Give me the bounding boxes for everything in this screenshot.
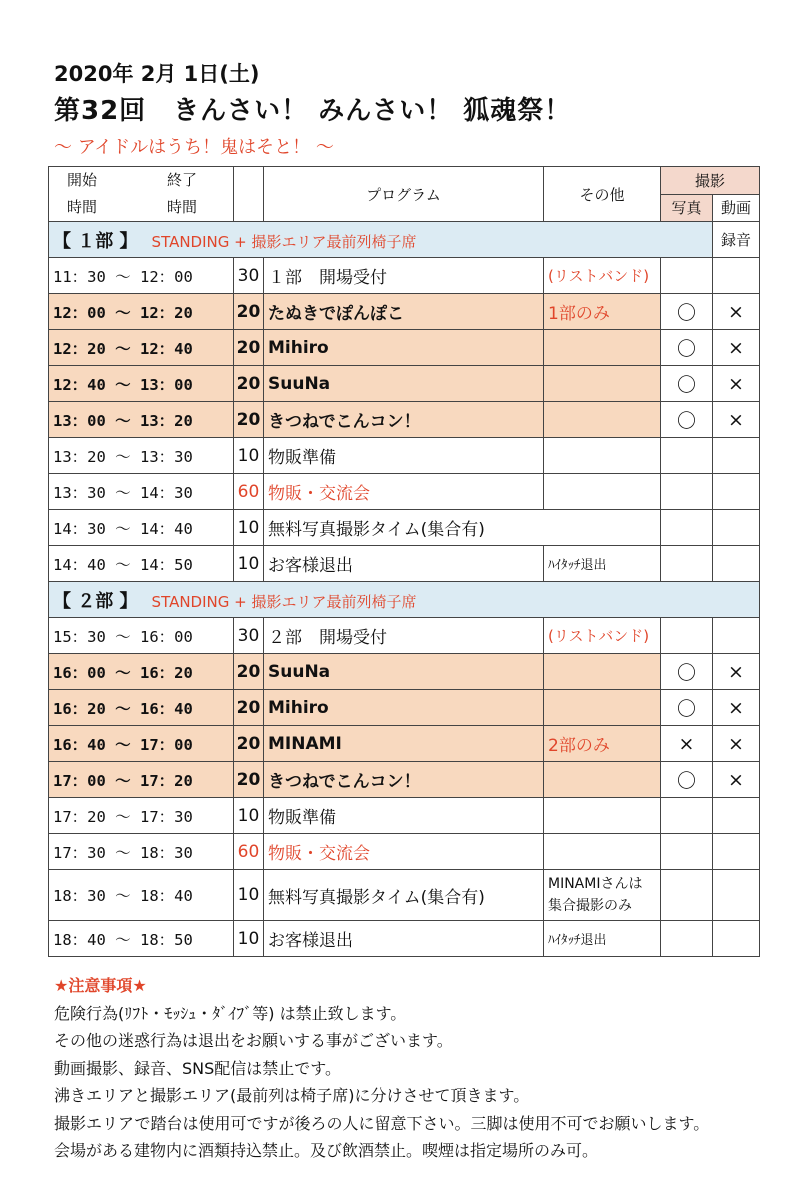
row-program: きつねでこんコン！ xyxy=(264,402,544,438)
table-row xyxy=(49,546,760,582)
row-program: Mihiro xyxy=(264,690,544,726)
row-video xyxy=(713,474,760,510)
row-time: 13：00 ～ 13：20 xyxy=(49,402,234,438)
section-2-label xyxy=(49,582,760,618)
section-1-title: 【 １部 】 xyxy=(53,230,138,252)
row-time: 11：30 ～ 12：00 xyxy=(49,258,234,294)
table-row xyxy=(49,654,760,690)
row-photo xyxy=(661,258,713,294)
row-program: 無料写真撮影タイム(集合有) xyxy=(264,870,544,921)
table-row xyxy=(49,510,760,546)
section-1-header xyxy=(49,222,760,258)
row-time: 17：00 ～ 17：20 xyxy=(49,762,234,798)
row-duration: 30 xyxy=(234,618,264,654)
table-row xyxy=(49,366,760,402)
row-video xyxy=(713,870,760,921)
end-header: 終了 xyxy=(167,171,198,189)
photo-group-header: 撮影 xyxy=(661,167,760,195)
row-program: ２部 開場受付 xyxy=(264,618,544,654)
row-video: × xyxy=(713,762,760,798)
table-row xyxy=(49,330,760,366)
row-duration: 10 xyxy=(234,798,264,834)
table-row xyxy=(49,921,760,957)
row-duration: 10 xyxy=(234,510,264,546)
row-photo: 〇 xyxy=(661,330,713,366)
end-header-2: 時間 xyxy=(167,198,198,216)
row-photo xyxy=(661,474,713,510)
row-photo xyxy=(661,438,713,474)
row-video: × xyxy=(713,294,760,330)
note-line: 動画撮影、録音、SNS配信は禁止です。 xyxy=(54,1058,342,1078)
row-photo xyxy=(661,921,713,957)
row-other xyxy=(544,690,661,726)
table-row xyxy=(49,618,760,654)
row-time: 13：30 ～ 14：30 xyxy=(49,474,234,510)
row-program: たぬきでぽんぽこ xyxy=(264,294,544,330)
row-time: 12：00 ～ 12：20 xyxy=(49,294,234,330)
note-line: 沸きエリアと撮影エリア(最前列は椅子席)に分けさせて頂きます。 xyxy=(54,1086,530,1105)
row-photo xyxy=(661,834,713,870)
row-duration: 20 xyxy=(234,654,264,690)
row-other: ﾊｲﾀｯﾁ退出 xyxy=(544,546,661,582)
row-duration: 60 xyxy=(234,834,264,870)
row-time: 16：40 ～ 17：00 xyxy=(49,726,234,762)
note-line: 危険行為(ﾘﾌﾄ・ﾓｯｼｭ・ﾀﾞｲﾌﾞ等) は禁止致します。 xyxy=(54,1003,407,1023)
photo-column-header: 写真 xyxy=(661,194,713,222)
row-video: × xyxy=(713,654,760,690)
row-duration: 20 xyxy=(234,726,264,762)
row-video xyxy=(713,921,760,957)
row-time: 17：30 ～ 18：30 xyxy=(49,834,234,870)
table-row xyxy=(49,834,760,870)
row-program: MINAMI xyxy=(264,726,544,762)
row-duration: 20 xyxy=(234,366,264,402)
event-title: 第32回 きんさい！ みんさい！ 狐魂祭！ xyxy=(54,96,572,126)
section-2-title: 【 ２部 】 xyxy=(53,590,138,612)
row-duration: 20 xyxy=(234,330,264,366)
section-1-note: STANDING + 撮影エリア最前列椅子席 xyxy=(151,232,417,251)
row-time: 14：30 ～ 14：40 xyxy=(49,510,234,546)
table-row xyxy=(49,798,760,834)
row-other xyxy=(544,654,661,690)
row-photo: × xyxy=(661,726,713,762)
row-photo: 〇 xyxy=(661,402,713,438)
row-photo: 〇 xyxy=(661,690,713,726)
row-program: 物販・交流会 xyxy=(264,834,544,870)
row-other: (リストバンド) xyxy=(544,258,661,294)
row-program: SuuNa xyxy=(264,366,544,402)
row-program: １部 開場受付 xyxy=(264,258,544,294)
notes-section xyxy=(54,972,709,1165)
row-other xyxy=(544,402,661,438)
table-row xyxy=(49,762,760,798)
row-duration: 20 xyxy=(234,690,264,726)
event-subtitle: ～ アイドルはうち！鬼はそと！ ～ xyxy=(54,137,334,158)
row-other xyxy=(544,366,661,402)
row-time: 16：00 ～ 16：20 xyxy=(49,654,234,690)
row-video: × xyxy=(713,330,760,366)
row-other xyxy=(544,330,661,366)
row-duration: 30 xyxy=(234,258,264,294)
row-program: きつねでこんコン！ xyxy=(264,762,544,798)
duration-column-header xyxy=(234,167,264,222)
row-other xyxy=(544,834,661,870)
row-other: 1部のみ xyxy=(544,294,661,330)
row-photo: 〇 xyxy=(661,294,713,330)
row-video xyxy=(713,438,760,474)
row-program: 無料写真撮影タイム(集合有) xyxy=(264,510,661,546)
row-video xyxy=(713,510,760,546)
row-video: × xyxy=(713,726,760,762)
note-line: 撮影エリアで踏台は使用可ですが後ろの人に留意下さい。三脚は使用不可でお願いします。 xyxy=(54,1113,710,1133)
row-duration: 10 xyxy=(234,921,264,957)
start-header: 開始 xyxy=(67,171,98,189)
row-program: お客様退出 xyxy=(264,921,544,957)
row-other xyxy=(544,798,661,834)
row-video: × xyxy=(713,402,760,438)
row-video: × xyxy=(713,690,760,726)
row-duration: 10 xyxy=(234,870,264,921)
row-photo xyxy=(661,546,713,582)
row-video: × xyxy=(713,366,760,402)
row-photo xyxy=(661,618,713,654)
note-line: その他の迷惑行為は退出をお願いする事がございます。 xyxy=(54,1031,453,1050)
table-row xyxy=(49,438,760,474)
section-2-note: STANDING + 撮影エリア最前列椅子席 xyxy=(151,592,417,611)
row-photo: 〇 xyxy=(661,654,713,690)
row-other: (リストバンド) xyxy=(544,618,661,654)
table-row xyxy=(49,294,760,330)
note-line: 会場がある建物内に酒類持込禁止。及び飲酒禁止。喫煙は指定場所のみ可。 xyxy=(54,1141,599,1160)
table-row xyxy=(49,474,760,510)
row-video xyxy=(713,546,760,582)
row-duration: 20 xyxy=(234,294,264,330)
video-column-header-2: 録音 xyxy=(713,222,760,258)
row-duration: 10 xyxy=(234,438,264,474)
row-video xyxy=(713,258,760,294)
row-other-line-1: MINAMIさんは xyxy=(548,876,643,892)
section-2-header xyxy=(49,582,760,618)
table-row xyxy=(49,258,760,294)
row-photo xyxy=(661,510,713,546)
row-time: 12：40 ～ 13：00 xyxy=(49,366,234,402)
schedule-table xyxy=(48,166,760,957)
row-program: 物販・交流会 xyxy=(264,474,544,510)
row-other xyxy=(544,438,661,474)
row-other xyxy=(544,870,661,921)
row-other xyxy=(544,762,661,798)
row-other: 2部のみ xyxy=(544,726,661,762)
row-program: SuuNa xyxy=(264,654,544,690)
row-time: 18：40 ～ 18：50 xyxy=(49,921,234,957)
table-header-row xyxy=(49,167,760,195)
row-photo xyxy=(661,798,713,834)
row-video xyxy=(713,618,760,654)
row-time: 14：40 ～ 14：50 xyxy=(49,546,234,582)
start-header-2: 時間 xyxy=(67,198,98,216)
row-time: 17：20 ～ 17：30 xyxy=(49,798,234,834)
row-photo: 〇 xyxy=(661,762,713,798)
row-program: Mihiro xyxy=(264,330,544,366)
row-time: 15：30 ～ 16：00 xyxy=(49,618,234,654)
row-photo xyxy=(661,870,713,921)
event-date: 2020年 2月 1日(土) xyxy=(54,62,260,86)
program-column-header: プログラム xyxy=(264,167,544,222)
table-row xyxy=(49,402,760,438)
row-photo: 〇 xyxy=(661,366,713,402)
row-other: ﾊｲﾀｯﾁ退出 xyxy=(544,921,661,957)
time-column-header xyxy=(49,167,234,222)
row-time: 18：30 ～ 18：40 xyxy=(49,870,234,921)
row-duration: 20 xyxy=(234,402,264,438)
row-program: 物販準備 xyxy=(264,438,544,474)
video-column-header: 動画 xyxy=(713,194,760,222)
table-row xyxy=(49,690,760,726)
row-time: 13：20 ～ 13：30 xyxy=(49,438,234,474)
notes-heading: ★注意事項★ xyxy=(54,976,147,995)
row-video xyxy=(713,798,760,834)
other-column-header: その他 xyxy=(544,167,661,222)
row-time: 16：20 ～ 16：40 xyxy=(49,690,234,726)
section-1-label xyxy=(49,222,713,258)
table-row xyxy=(49,726,760,762)
row-duration: 10 xyxy=(234,546,264,582)
row-time: 12：20 ～ 12：40 xyxy=(49,330,234,366)
row-program: 物販準備 xyxy=(264,798,544,834)
row-duration: 20 xyxy=(234,762,264,798)
row-other-line-2: 集合撮影のみ xyxy=(548,898,632,914)
table-row xyxy=(49,870,760,921)
row-other xyxy=(544,474,661,510)
row-video xyxy=(713,834,760,870)
row-program: お客様退出 xyxy=(264,546,544,582)
row-duration: 60 xyxy=(234,474,264,510)
